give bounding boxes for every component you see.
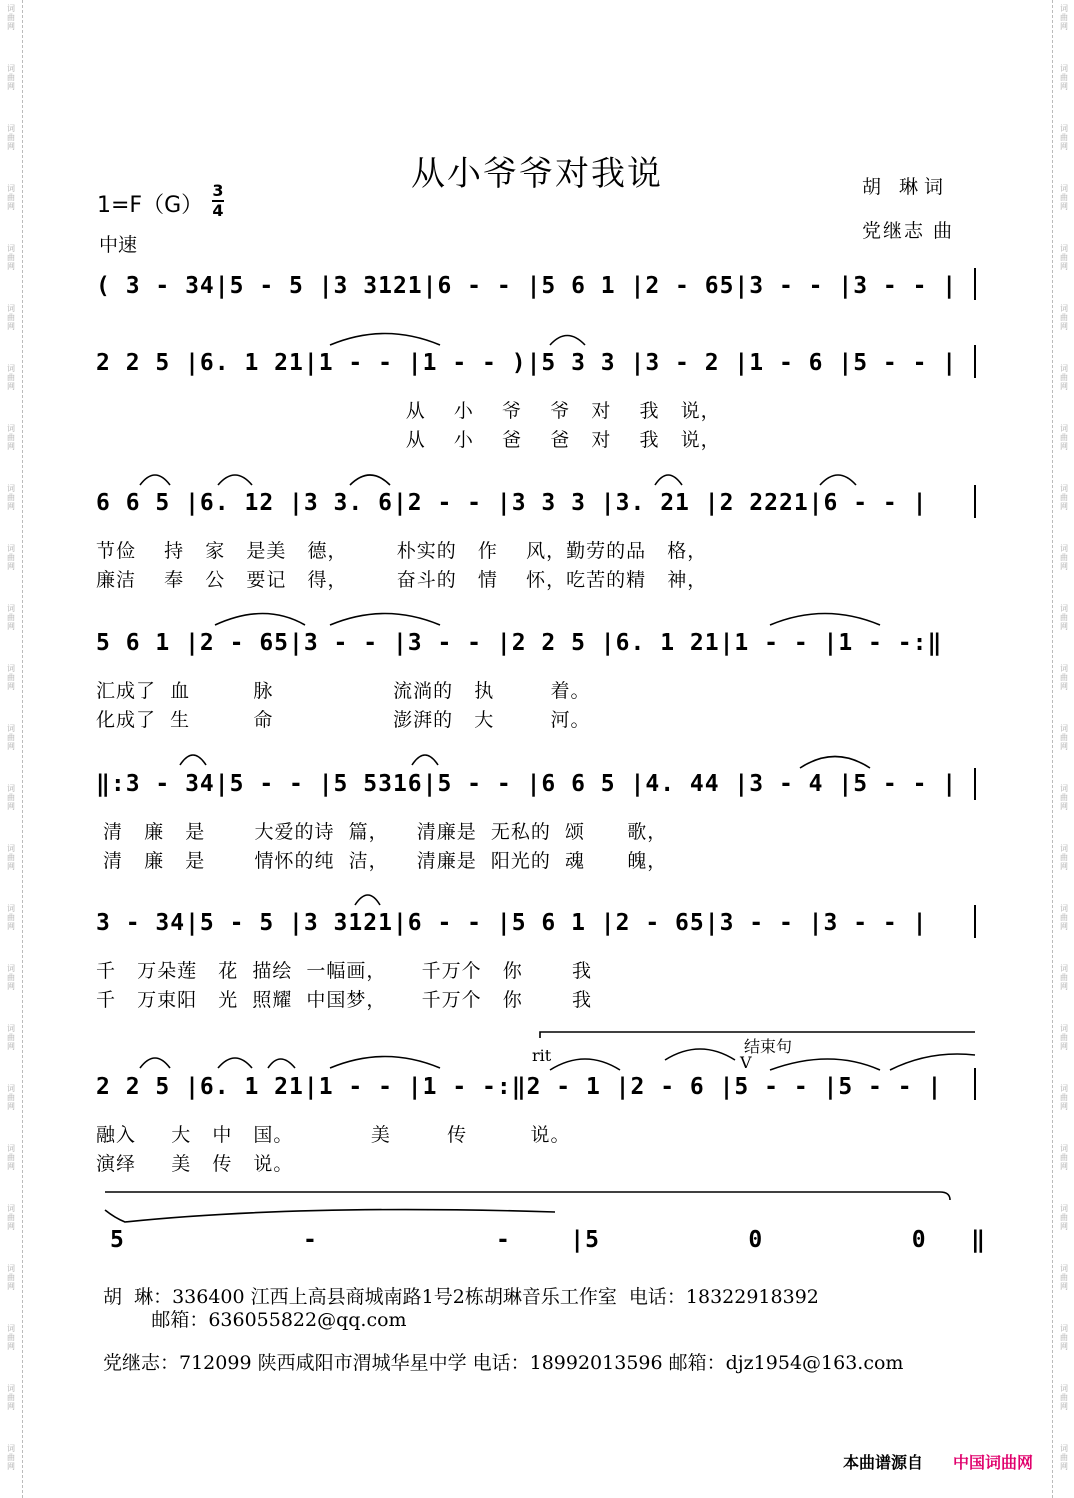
composer-credit: 党继志 曲 (862, 220, 955, 242)
watermark-glyph: 词 曲 网 (1060, 424, 1068, 451)
watermark-glyph: 词 曲 网 (1060, 364, 1068, 391)
watermark-glyph: 词 曲 网 (1060, 124, 1068, 151)
lyricist-credit: 胡 琳词 (862, 176, 950, 198)
watermark-glyph: 词 曲 网 (7, 364, 15, 391)
watermark-glyph: 词 曲 网 (7, 604, 15, 631)
watermark-glyph: 词 曲 网 (1060, 1444, 1068, 1471)
lyrics-system-3-verse-2: 廉洁 奉 公 要记 得， 奋斗的 情 怀，吃苦的精 神， (96, 569, 708, 591)
watermark-glyph: 词 曲 网 (7, 1384, 15, 1411)
tempo-marking: 中速 (99, 234, 138, 256)
watermark-glyph: 词 曲 网 (1060, 724, 1068, 751)
watermark-glyph: 词 曲 网 (1060, 1144, 1068, 1171)
watermark-glyph: 词 曲 网 (7, 1144, 15, 1171)
lyrics-system-4-verse-1: 汇成了 血 脉 流淌的 执 着。 (96, 680, 591, 702)
watermark-glyph: 词 曲 网 (7, 1084, 15, 1111)
rit-marking: rit (532, 1046, 552, 1065)
watermark-glyph: 词 曲 网 (7, 1264, 15, 1291)
watermark-glyph: 词 曲 网 (7, 424, 15, 451)
watermark-glyph: 词 曲 网 (1060, 1084, 1068, 1111)
notes-system-2: 2 2 5 |6. 1 21|1 - - |1 - - )|5 3 3 |3 - 2 |1 - 6 |5 - - | (96, 350, 958, 376)
watermark-glyph: 词 曲 网 (1060, 844, 1068, 871)
watermark-glyph: 词 曲 网 (1060, 1384, 1068, 1411)
notes-system-8: 5 - - |5 0 0 ‖ (110, 1227, 986, 1253)
watermark-glyph: 词 曲 网 (1060, 904, 1068, 931)
time-signature (212, 182, 224, 220)
lyrics-system-7-verse-2: 演绎 美 传 说。 (96, 1153, 294, 1175)
watermark-glyph: 词 曲 网 (1060, 304, 1068, 331)
breath-mark: V (740, 1053, 752, 1072)
ending-marking: 结束句 (744, 1037, 793, 1056)
lyrics-system-6-verse-2: 千 万束阳 光 照耀 中国梦， 千万个 你 我 (96, 989, 592, 1011)
watermark-glyph: 词 曲 网 (7, 544, 15, 571)
source-label: 本曲谱源自 (843, 1453, 924, 1472)
lyrics-system-3-verse-1: 节俭 持 家 是美 德， 朴实的 作 风，勤劳的品 格， (96, 540, 708, 562)
contact-lyricist: 胡 琳：336400 江西上高县商城南路1号2栋胡琳音乐工作室 电话：18322918392 (103, 1286, 819, 1308)
lyrics-system-7-verse-1: 融入 大 中 国。 美 传 说。 (96, 1124, 571, 1146)
key-signature: 1=F（G） (97, 193, 204, 218)
watermark-glyph: 词 曲 网 (1060, 784, 1068, 811)
watermark-glyph: 词 曲 网 (1060, 664, 1068, 691)
watermark-glyph: 词 曲 网 (7, 484, 15, 511)
watermark-glyph: 词 曲 网 (1060, 604, 1068, 631)
watermark-glyph: 词 曲 网 (1060, 1264, 1068, 1291)
watermark-glyph: 词 曲 网 (7, 904, 15, 931)
notes-system-7: 2 2 5 |6. 1 21|1 - - |1 - -:‖2 - 1 |2 - 6 |5 - - |5 - - | (96, 1074, 943, 1100)
watermark-glyph: 词 曲 网 (1060, 184, 1068, 211)
lyrics-system-4-verse-2: 化成了 生 命 澎湃的 大 河。 (96, 709, 591, 731)
watermark-glyph: 词 曲 网 (7, 64, 15, 91)
notes-system-6: 3 - 34|5 - 5 |3 3121|6 - - |5 6 1 |2 - 65|3 - - |3 - - | (96, 910, 928, 936)
notes-system-1: ( 3 - 34|5 - 5 |3 3121|6 - - |5 6 1 |2 - 65|3 - - |3 - - | (96, 273, 958, 299)
watermark-glyph: 词 曲 网 (7, 304, 15, 331)
watermark-glyph: 词 曲 网 (7, 1204, 15, 1231)
watermark-glyph: 词 曲 网 (7, 1444, 15, 1471)
watermark-glyph: 词 曲 网 (7, 124, 15, 151)
watermark-glyph: 词 曲 网 (7, 964, 15, 991)
watermark-glyph: 词 曲 网 (1060, 484, 1068, 511)
watermark-glyph: 词 曲 网 (1060, 1204, 1068, 1231)
time-bottom: 4 (212, 201, 224, 220)
watermark-glyph: 词 曲 网 (1060, 4, 1068, 31)
time-top: 3 (212, 181, 224, 200)
lyrics-system-2-verse-1: 从 小 爷 爷 对 我 说， (96, 400, 721, 422)
lyrics-system-6-verse-1: 千 万朵莲 花 描绘 一幅画， 千万个 你 我 (96, 960, 592, 982)
source-site-link[interactable]: 中国词曲网 (953, 1453, 1034, 1472)
contact-lyricist-email: 邮箱：636055822@qq.com (103, 1309, 407, 1331)
watermark-glyph: 词 曲 网 (7, 244, 15, 271)
left-border (22, 0, 23, 1498)
lyrics-system-5-verse-2: 清 廉 是 情怀的纯 洁， 清廉是 阳光的 魂 魄， (96, 850, 668, 872)
watermark-glyph: 词 曲 网 (7, 784, 15, 811)
watermark-glyph: 词 曲 网 (7, 184, 15, 211)
notes-system-3: 6 6 5 |6. 12 |3 3. 6|2 - - |3 3 3 |3. 21 |2 2221|6 - - | (96, 490, 928, 516)
watermark-glyph: 词 曲 网 (7, 4, 15, 31)
watermark-glyph: 词 曲 网 (1060, 1324, 1068, 1351)
watermark-glyph: 词 曲 网 (7, 1324, 15, 1351)
watermark-glyph: 词 曲 网 (1060, 244, 1068, 271)
contact-composer: 党继志：712099 陕西咸阳市渭城华星中学 电话：18992013596 邮箱：djz1954@163.com (103, 1352, 904, 1374)
lyrics-system-5-verse-1: 清 廉 是 大爱的诗 篇， 清廉是 无私的 颂 歌， (96, 821, 668, 843)
watermark-glyph: 词 曲 网 (7, 1024, 15, 1051)
notes-system-4: 5 6 1 |2 - 65|3 - - |3 - - |2 2 5 |6. 1 21|1 - - |1 - -:‖ (96, 630, 943, 656)
watermark-glyph: 词 曲 网 (7, 664, 15, 691)
watermark-glyph: 词 曲 网 (7, 724, 15, 751)
watermark-glyph: 词 曲 网 (7, 844, 15, 871)
watermark-glyph: 词 曲 网 (1060, 64, 1068, 91)
watermark-glyph: 词 曲 网 (1060, 1024, 1068, 1051)
notes-system-5: ‖:3 - 34|5 - - |5 5316|5 - - |6 6 5 |4. 44 |3 - 4 |5 - - | (96, 771, 958, 797)
lyrics-system-2-verse-2: 从 小 爸 爸 对 我 说， (96, 429, 721, 451)
watermark-glyph: 词 曲 网 (1060, 964, 1068, 991)
song-title: 从小爷爷对我说 (411, 154, 663, 194)
right-border (1052, 0, 1053, 1498)
watermark-glyph: 词 曲 网 (1060, 544, 1068, 571)
